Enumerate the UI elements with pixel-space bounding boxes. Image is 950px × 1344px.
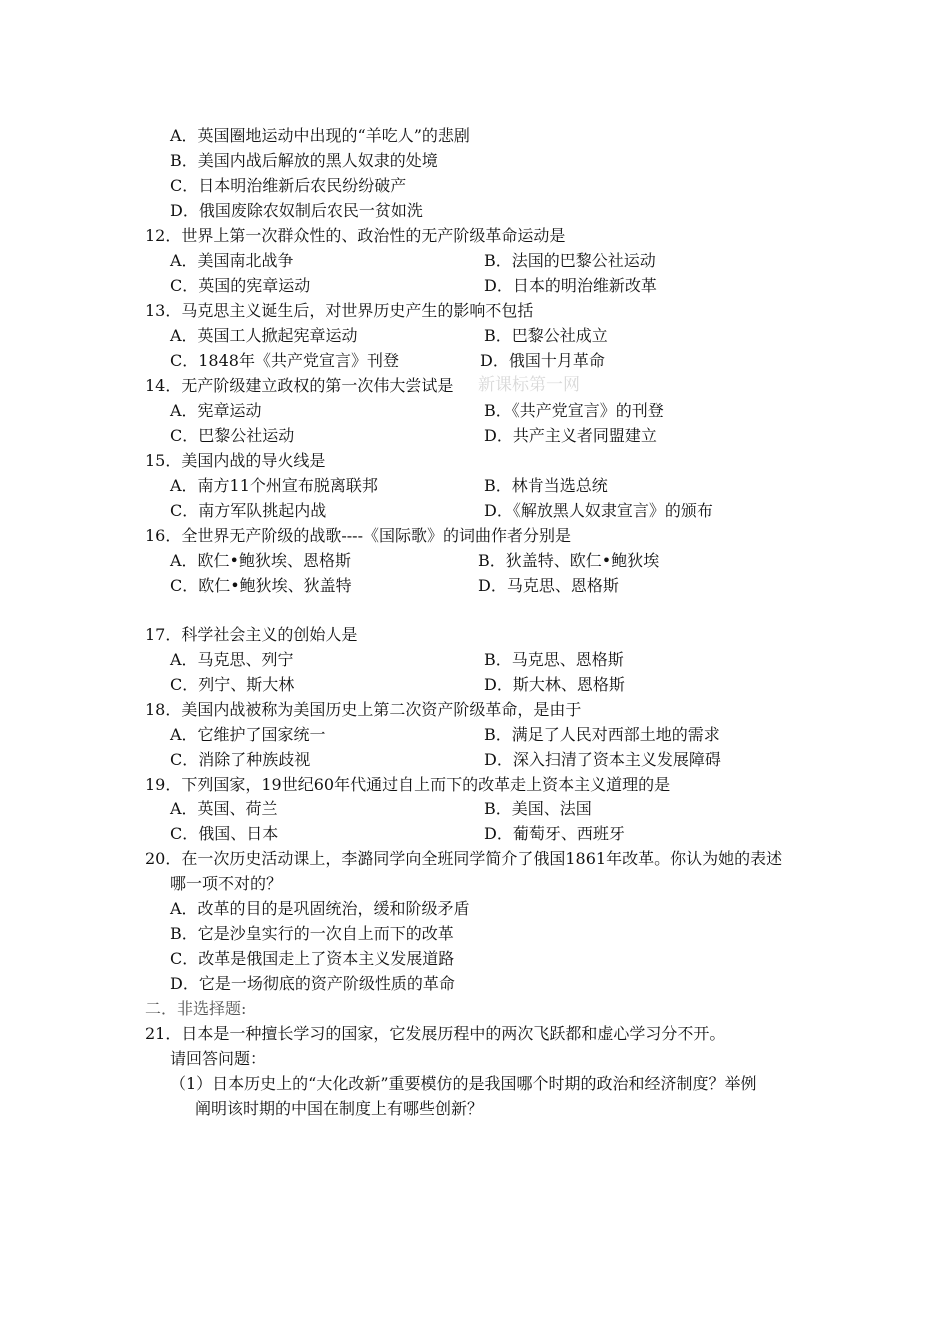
q19-option-b: B．美国、法国 [484,799,592,818]
q19-option-a: A．英国、荷兰 [170,799,278,818]
q21-subquestion-1-line1: （1）日本历史上的“大化改新”重要模仿的是我国哪个时期的政治和经济制度？举例 [170,1074,757,1093]
q17-option-a: A．马克思、列宁 [170,650,294,669]
q20-option-c: C．改革是俄国走上了资本主义发展道路 [170,949,455,968]
q18-stem: 18．美国内战被称为美国历史上第二次资产阶级革命，是由于 [145,700,582,719]
q15-option-a: A．南方11个州宣布脱离联邦 [170,476,378,495]
q18-option-d: D．深入扫清了资本主义发展障碍 [484,750,721,769]
q17-option-b: B．马克思、恩格斯 [484,650,624,669]
q21-stem-line2: 请回答问题： [170,1049,267,1068]
q16-option-c: C．欧仁•鲍狄埃、狄盖特 [170,576,352,595]
q16-stem: 16．全世界无产阶级的战歌----《国际歌》的词曲作者分别是 [145,526,571,545]
q21-subquestion-1-line2: 阐明该时期的中国在制度上有哪些创新？ [195,1099,484,1118]
q11-option-d: D．俄国废除农奴制后农民一贫如洗 [170,201,423,220]
q21-stem-line1: 21．日本是一种擅长学习的国家，它发展历程中的两次飞跃都和虚心学习分不开。 [145,1024,726,1043]
q20-option-a: A．改革的目的是巩固统治，缓和阶级矛盾 [170,899,470,918]
q16-option-b: B．狄盖特、欧仁•鲍狄埃 [478,551,660,570]
q14-option-b: B．《共产党宣言》的刊登 [484,401,664,420]
q19-stem: 19．下列国家，19世纪60年代通过自上而下的改革走上资本主义道理的是 [145,775,671,794]
q12-option-b: B．法国的巴黎公社运动 [484,251,656,270]
q18-option-c: C．消除了种族歧视 [170,750,311,769]
q19-option-c: C．俄国、日本 [170,824,279,843]
q15-option-b: B．林肯当选总统 [484,476,608,495]
q18-option-b: B．满足了人民对西部土地的需求 [484,725,720,744]
q19-option-d: D．葡萄牙、西班牙 [484,824,625,843]
q16-option-d: D．马克思、恩格斯 [478,576,619,595]
q18-option-a: A．它维护了国家统一 [170,725,326,744]
q13-option-b: B．巴黎公社成立 [484,326,608,345]
q13-option-d: D．俄国十月革命 [480,351,605,370]
q15-stem: 15．美国内战的导火线是 [145,451,326,470]
q11-option-b: B．美国内战后解放的黑人奴隶的处境 [170,151,438,170]
section-heading-non-choice: 二．非选择题: [145,999,247,1018]
q20-option-d: D．它是一场彻底的资产阶级性质的革命 [170,974,455,993]
watermark: 新课标第一网 [478,375,580,395]
q12-stem: 12．世界上第一次群众性的、政治性的无产阶级革命运动是 [145,226,566,245]
q13-option-a: A．英国工人掀起宪章运动 [170,326,358,345]
q15-option-c: C．南方军队挑起内战 [170,501,327,520]
q11-option-a: A．英国圈地运动中出现的“羊吃人”的悲剧 [170,126,470,145]
q20-stem-line1: 20．在一次历史活动课上，李潞同学向全班同学简介了俄国1861年改革。你认为她的表述 [145,849,783,868]
q14-stem: 14．无产阶级建立政权的第一次伟大尝试是 [145,376,454,395]
q20-option-b: B．它是沙皇实行的一次自上而下的改革 [170,924,454,943]
q17-option-d: D．斯大林、恩格斯 [484,675,625,694]
q12-option-c: C．英国的宪章运动 [170,276,311,295]
q17-stem: 17．科学社会主义的创始人是 [145,625,358,644]
q14-option-c: C．巴黎公社运动 [170,426,295,445]
q11-option-c: C．日本明治维新后农民纷纷破产 [170,176,407,195]
q14-option-d: D．共产主义者同盟建立 [484,426,657,445]
q20-stem-line2: 哪一项不对的？ [170,874,283,893]
q12-option-a: A．美国南北战争 [170,251,294,270]
q12-option-d: D．日本的明治维新改革 [484,276,657,295]
q13-stem: 13．马克思主义诞生后，对世界历史产生的影响不包括 [145,301,534,320]
q16-option-a: A．欧仁•鲍狄埃、恩格斯 [170,551,351,570]
q15-option-d: D．《解放黑人奴隶宣言》的颁布 [484,501,713,520]
q17-option-c: C．列宁、斯大林 [170,675,295,694]
q14-option-a: A．宪章运动 [170,401,262,420]
q13-option-c: C．1848年《共产党宣言》刊登 [170,351,399,370]
